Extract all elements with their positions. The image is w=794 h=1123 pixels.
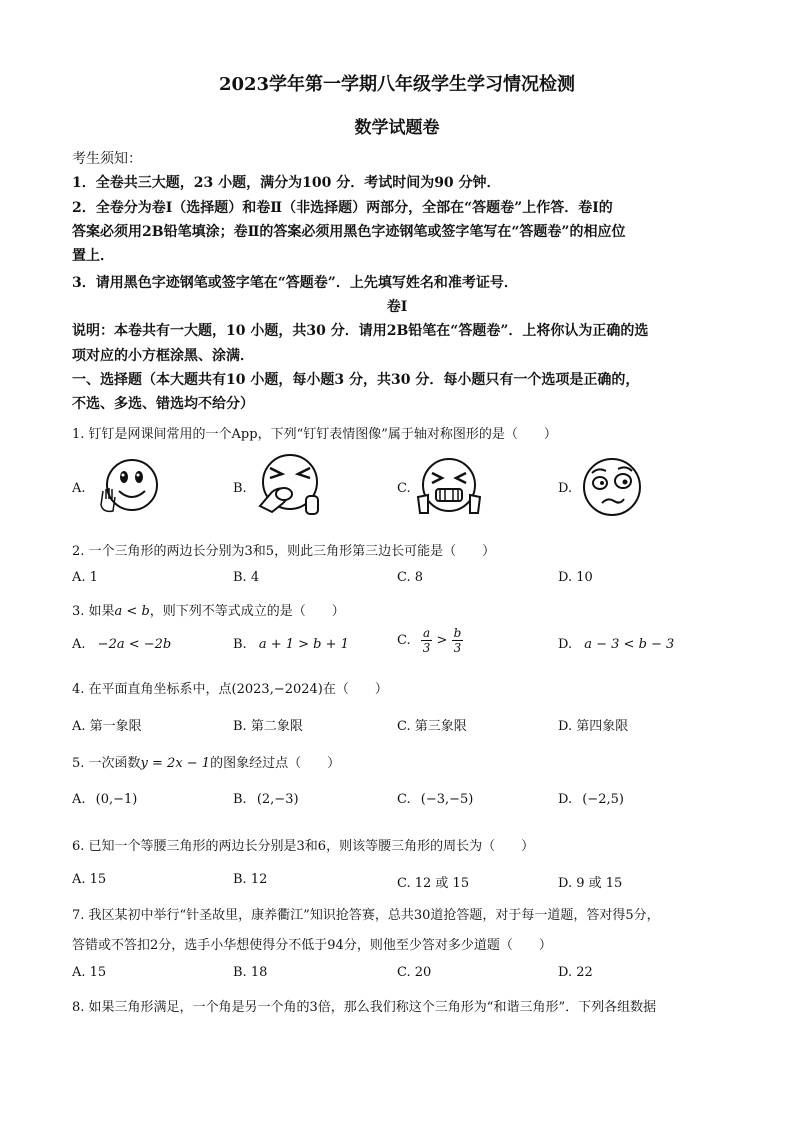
notice-item-2-line-1: 2．全卷分为卷Ⅰ（选择题）和卷Ⅱ（非选择题）两部分，全部在“答题卷”上作答．卷Ⅰ的 [72, 200, 613, 216]
question-3-option-b-math: a + 1 > b + 1 [258, 637, 349, 652]
question-5-option-c [397, 792, 473, 807]
part-desc-line-1: 说明：本卷共有一大题，10 小题，共30 分．请用2B铅笔在“答题卷”．上将你认为正确的选 [72, 323, 649, 339]
question-3-option-a [72, 637, 171, 652]
question-6-option-b: B. 12 [233, 872, 268, 887]
question-4-stem [72, 678, 388, 697]
question-4-option-c: C. 第三象限 [397, 719, 467, 734]
angry-face-icon [254, 452, 326, 520]
question-4-option-b: B. 第二象限 [233, 719, 303, 734]
question-5-option-b-math: (2,−3) [256, 792, 299, 807]
smiling-face-icon [95, 455, 165, 517]
question-1-stem: 1. 钉钉是网课间常用的一个App，下列“钉钉表情图像”属于轴对称图形的是（ ） [72, 427, 557, 442]
question-4-stem-math: (2023,−2024) [231, 682, 323, 697]
question-3-option-a-math: −2a < −2b [97, 637, 172, 652]
question-5-option-c-math: (−3,−5) [420, 792, 474, 807]
question-3-stem-math: a < b [114, 604, 150, 619]
question-3-option-c-fraction-b: $\frac{b}{3}$ [453, 626, 462, 655]
question-5-stem [72, 752, 340, 771]
question-4-option-d: D. 第四象限 [558, 719, 629, 734]
question-3-option-d-label: D. [558, 637, 573, 652]
question-5-option-a [72, 792, 137, 807]
section-heading-line-1: 一、选择题（本大题共有10 小题，每小题3 分，共30 分．每小题只有一个选项是正确的， [72, 372, 640, 388]
question-3-option-d-math: a − 3 < b − 3 [584, 637, 675, 652]
notice-item-2-line-3: 置上． [72, 248, 114, 264]
confused-face-icon [578, 455, 646, 519]
question-3-stem-pre: 3. 如果 [72, 604, 115, 619]
question-3-option-b-label: B. [233, 637, 247, 652]
laughing-face-icon [414, 455, 484, 519]
part-label: 卷Ⅰ [386, 299, 408, 315]
question-7-option-a: A. 15 [72, 965, 107, 980]
question-4-stem-pre: 4. 在平面直角坐标系中，点 [72, 682, 232, 697]
question-5-stem-pre: 5. 一次函数 [72, 756, 141, 771]
question-5-stem-post: 的图象经过点（ ） [210, 756, 341, 771]
question-7-option-c: C. 20 [397, 965, 432, 980]
question-3-stem [72, 600, 345, 619]
question-2-option-b: B. 4 [233, 570, 260, 585]
question-5-option-d [558, 792, 624, 807]
question-4-option-a: A. 第一象限 [72, 719, 142, 734]
question-5-option-b-label: B. [233, 792, 247, 807]
question-3-stem-post: ，则下列不等式成立的是（ ） [149, 604, 345, 619]
question-3-option-b [233, 637, 349, 652]
notice-item-1: 1．全卷共三大题，23 小题，满分为100 分．考试时间为90 分钟． [72, 175, 501, 191]
question-6-option-d: D. 9 或 15 [558, 876, 623, 891]
question-5-option-d-math: (−2,5) [582, 792, 624, 807]
question-1-option-c-label: C. [397, 481, 411, 496]
notice-item-2-line-2: 答案必须用2B铅笔填涂；卷Ⅱ的答案必须用黑色字迹钢笔或签字笔写在“答题卷”的相应位 [72, 224, 626, 240]
question-3-option-c-fraction-a: $\frac{a}{3}$ [422, 626, 431, 655]
question-3-option-c-label: C. [397, 633, 411, 648]
question-1-option-a-label: A. [72, 481, 86, 496]
question-5-stem-math: y = 2x − 1 [140, 756, 211, 771]
question-7-line-2: 答错或不答扣2分，选手小华想使得分不低于94分，则他至少答对多少道题（ ） [72, 938, 552, 953]
question-3-option-c-operator: > [436, 633, 448, 648]
question-3-option-d [558, 637, 674, 652]
section-heading-line-2: 不选、多选、错选均不给分） [72, 396, 254, 412]
question-1-option-b-label: B. [233, 481, 247, 496]
page-title: 2023学年第一学期八年级学生学习情况检测 [218, 74, 576, 95]
question-7-option-d: D. 22 [558, 965, 593, 980]
question-5-option-d-label: D. [558, 792, 573, 807]
question-6-stem: 6. 已知一个等腰三角形的两边长分别是3和6，则该等腰三角形的周长为（ ） [72, 839, 535, 854]
question-2-option-c: C. 8 [397, 570, 424, 585]
question-8-line-1: 8. 如果三角形满足，一个角是另一个角的3倍，那么我们称这个三角形为“和谐三角形”．下列各组数据 [72, 1000, 657, 1015]
question-5-option-b [233, 792, 299, 807]
question-2-option-d: D. 10 [558, 570, 593, 585]
question-7-option-b: B. 18 [233, 965, 268, 980]
page-subtitle: 数学试题卷 [354, 118, 440, 138]
question-3-option-c [397, 626, 463, 655]
notice-heading: 考生须知： [72, 151, 142, 167]
part-desc-line-2: 项对应的小方框涂黑、涂满． [72, 348, 254, 364]
question-6-option-c: C. 12 或 15 [397, 876, 470, 891]
question-3-option-a-label: A. [72, 637, 86, 652]
question-5-option-a-math: (0,−1) [95, 792, 138, 807]
question-1-option-d-label: D. [558, 481, 573, 496]
question-2-option-a: A. 1 [72, 570, 98, 585]
question-4-stem-post: 在（ ） [322, 682, 388, 697]
question-5-option-a-label: A. [72, 792, 86, 807]
notice-item-3: 3．请用黑色字迹钢笔或签字笔在“答题卷”．上先填写姓名和准考证号． [72, 275, 518, 291]
question-7-line-1: 7. 我区某初中举行“针圣故里，康养衢江”知识抢答赛，总共30道抢答题，对于每一道题，答对得5分， [72, 908, 660, 923]
question-6-option-a: A. 15 [72, 872, 107, 887]
question-5-option-c-label: C. [397, 792, 411, 807]
question-2-stem: 2. 一个三角形的两边长分别为3和5，则此三角形第三边长可能是（ ） [72, 544, 496, 559]
